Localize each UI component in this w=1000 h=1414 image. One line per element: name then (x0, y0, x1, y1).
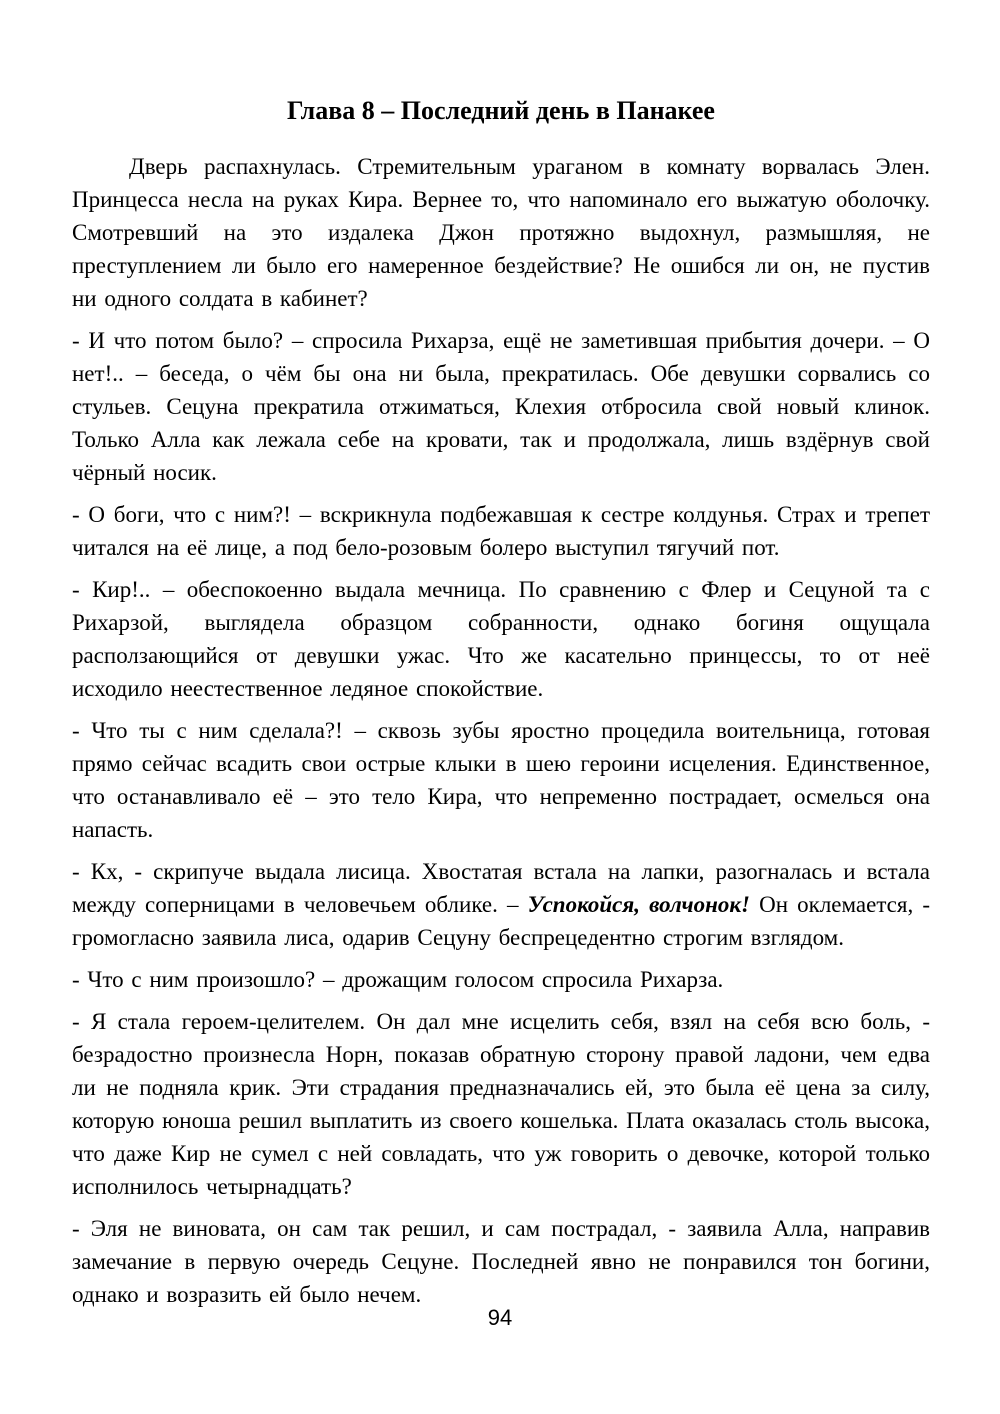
paragraph-run: - Эля не виновата, он сам так решил, и сам пострадал, - заявила Алла, направив замечание в первую очередь Сецуне. Последней явно не понравился тон богини, однако и возразить ей было нечем. (72, 1216, 930, 1308)
text-body (72, 150, 930, 1311)
paragraph-run-emphasis: Успокойся, волчонок! (527, 892, 750, 918)
paragraph (72, 855, 930, 954)
paragraph (72, 714, 930, 846)
paragraph-run: - Что ты с ним сделала?! – сквозь зубы яростно процедила воительница, готовая прямо сейчас всадить свои острые клыки в шею героини исцеления. Единственное, что останавливало её – это тело Кира, что непременно пострадает, осмелься она напасть. (72, 718, 930, 843)
paragraph (72, 498, 930, 564)
paragraph (72, 573, 930, 705)
paragraph-run: - Я стала героем-целителем. Он дал мне исцелить себя, взял на себя всю боль, - безрадостно произнесла Норн, показав обратную сторону правой ладони, чем едва ли не подняла крик. Эти страдания предназначались ей, это была её цена за силу, которую юноша решил выплатить из своего кошелька. Плата оказалась столь высока, что даже Кир не сумел с ней совладать, что уж говорить о девочке, которой только исполнилось четырнадцать? (72, 1009, 930, 1200)
paragraph-run: - Кир!.. – обеспокоенно выдала мечница. По сравнению с Флер и Сецуной та с Рихарзой, выглядела образцом собранности, однако богиня ощущала расползающийся от девушки ужас. Что же касательно принцессы, то от неё исходило неестественное ледяное спокойствие. (72, 577, 930, 702)
paragraph-run: Он оклемается, - громогласно заявила лиса, одарив Сецуну беспрецедентно строгим взглядом. (72, 892, 930, 951)
paragraph (72, 150, 930, 315)
paragraph-run: Дверь распахнулась. Стремительным ураганом в комнату ворвалась Элен. Принцесса несла на руках Кира. Вернее то, что напоминало его выжатую оболочку. Смотревший на это издалека Джон протяжно выдохнул, размышляя, не преступлением ли было его намеренное бездействие? Не ошибся ли он, не пустив ни одного солдата в кабинет? (72, 154, 930, 312)
paragraph (72, 1005, 930, 1203)
paragraph (72, 324, 930, 489)
paragraph (72, 1212, 930, 1311)
paragraph-run: - И что потом было? – спросила Рихарза, ещё не заметившая прибытия дочери. – О нет!.. – беседа, о чём бы она ни была, прекратилась. Обе девушки сорвались со стульев. Сецуна прекратила отжиматься, Клехия отбросила свой новый клинок. Только Алла как лежала себе на кровати, так и продолжала, лишь вздёрнув свой чёрный носик. (72, 328, 930, 486)
page-number: 94 (487, 1305, 513, 1330)
paragraph-run: - Что с ним произошло? – дрожащим голосом спросила Рихарза. (72, 967, 724, 993)
chapter-title: Глава 8 – Последний день в Панакее (287, 96, 715, 125)
paragraph-run: - О боги, что с ним?! – вскрикнула подбежавшая к сестре колдунья. Страх и трепет читался на её лице, а под бело-розовым болеро выступил тягучий пот. (72, 502, 930, 561)
paragraph-run: - Кх, - скрипуче выдала лисица. Хвостатая встала на лапки, разогналась и встала между соперницами в человечьем облике. – (72, 859, 930, 918)
paragraph (72, 963, 930, 996)
